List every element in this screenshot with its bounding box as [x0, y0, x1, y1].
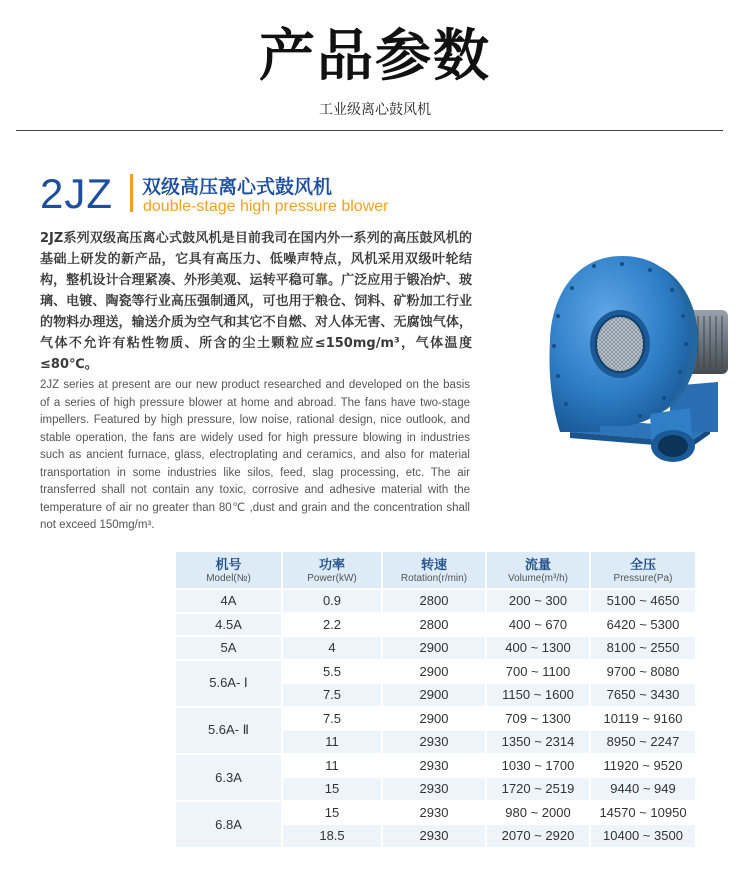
table-row — [176, 613, 696, 637]
pressure-cell: 9440 ~ 949 — [590, 777, 696, 801]
pressure-cell: 14570 ~ 10950 — [590, 801, 696, 825]
pressure-cell: 7650 ~ 3430 — [590, 683, 696, 707]
rotation-cell: 2800 — [382, 589, 486, 613]
volume-cell: 1350 ~ 2314 — [486, 730, 590, 754]
rotation-cell: 2930 — [382, 730, 486, 754]
rotation-cell: 2930 — [382, 801, 486, 825]
spec-table — [176, 552, 697, 849]
column-header-label-en: Model(№) — [206, 572, 251, 584]
pressure-cell: 6420 ~ 5300 — [590, 613, 696, 637]
column-header-power — [282, 552, 382, 589]
table-row — [176, 754, 696, 778]
column-header-label-en: Volume(m³/h) — [507, 572, 568, 584]
column-header-label-cn: 功率 — [318, 556, 345, 572]
blower-product-image — [540, 236, 740, 476]
volume-cell: 1150 ~ 1600 — [486, 683, 590, 707]
volume-cell: 2070 ~ 2920 — [486, 824, 590, 848]
model-cell: 6.8A — [176, 801, 282, 848]
volume-cell: 1030 ~ 1700 — [486, 754, 590, 778]
table-row — [176, 589, 696, 613]
column-header-rotation — [382, 552, 486, 589]
volume-cell: 709 ~ 1300 — [486, 707, 590, 731]
power-cell: 11 — [282, 754, 382, 778]
power-cell: 7.5 — [282, 683, 382, 707]
rotation-cell: 2930 — [382, 777, 486, 801]
volume-cell: 1720 ~ 2519 — [486, 777, 590, 801]
model-code: 2JZ — [40, 170, 114, 217]
power-cell: 2.2 — [282, 613, 382, 637]
model-cell: 5.6A- Ⅱ — [176, 707, 282, 754]
rotation-cell: 2930 — [382, 824, 486, 848]
rotation-cell: 2800 — [382, 613, 486, 637]
power-cell: 4 — [282, 636, 382, 660]
power-cell: 5.5 — [282, 660, 382, 684]
pressure-cell: 9700 ~ 8080 — [590, 660, 696, 684]
page-subtitle: 工业级离心鼓风机 — [319, 102, 431, 118]
rotation-cell: 2900 — [382, 660, 486, 684]
power-cell: 0.9 — [282, 589, 382, 613]
pressure-cell: 5100 ~ 4650 — [590, 589, 696, 613]
volume-cell: 400 ~ 1300 — [486, 636, 590, 660]
pressure-cell: 11920 ~ 9520 — [590, 754, 696, 778]
table-row — [176, 801, 696, 825]
pressure-cell: 8100 ~ 2550 — [590, 636, 696, 660]
model-cell: 5A — [176, 636, 282, 660]
power-cell: 15 — [282, 801, 382, 825]
column-header-label-cn: 流量 — [524, 556, 551, 572]
table-row — [176, 707, 696, 731]
column-header-label-cn: 转速 — [420, 556, 447, 572]
volume-cell: 700 ~ 1100 — [486, 660, 590, 684]
rotation-cell: 2900 — [382, 683, 486, 707]
model-cell: 5.6A- Ⅰ — [176, 660, 282, 707]
pressure-cell: 10119 ~ 9160 — [590, 707, 696, 731]
column-header-model — [176, 552, 282, 589]
column-header-label-cn: 机号 — [215, 556, 242, 572]
column-header-volume — [486, 552, 590, 589]
description-en: 2JZ series at present are our new product researched and developed on the basis of a series of high pressure blower at home and abroad. The fans have two-stage impellers. Featured by high pressure, low noise, rational design, nice outlook, and stable operation, the fans are widely used for high pressure blowing in industries such as ancient furnace, glass, electroplating and ceramics, and also for material transportation in some industries like silos, feed, slag processing, etc. The air transferred shall not contain any toxic, corrosive and adhesive material with the temperature of air no greater than 80℃ ,dust and grain and the concentration shall not exceed 150mg/m³. — [40, 379, 470, 531]
pressure-cell: 10400 ~ 3500 — [590, 824, 696, 848]
product-name-cn: 双级高压离心式鼓风机 — [142, 176, 333, 198]
volume-cell: 400 ~ 670 — [486, 613, 590, 637]
column-header-pressure — [590, 552, 696, 589]
table-row — [176, 660, 696, 684]
column-header-label-en: Power(kW) — [307, 572, 357, 584]
power-cell: 18.5 — [282, 824, 382, 848]
pressure-cell: 8950 ~ 2247 — [590, 730, 696, 754]
title-accent-bar — [130, 174, 133, 212]
page-title: 产品参数 — [259, 24, 491, 89]
column-header-label-en: Rotation(r/min) — [400, 572, 468, 584]
product-name-en: double-stage high pressure blower — [143, 198, 389, 215]
rotation-cell: 2930 — [382, 754, 486, 778]
model-cell: 4A — [176, 589, 282, 613]
column-header-label-en: Pressure(Pa) — [613, 572, 673, 584]
table-row — [176, 636, 696, 660]
model-cell: 6.3A — [176, 754, 282, 801]
spec-table-header-row — [176, 552, 696, 589]
power-cell: 11 — [282, 730, 382, 754]
power-cell: 7.5 — [282, 707, 382, 731]
power-cell: 15 — [282, 777, 382, 801]
column-header-label-cn: 全压 — [629, 556, 656, 572]
volume-cell: 200 ~ 300 — [486, 589, 590, 613]
spec-table-body — [176, 589, 696, 848]
rotation-cell: 2900 — [382, 707, 486, 731]
model-cell: 4.5A — [176, 613, 282, 637]
description-cn: 2JZ系列双级高压离心式鼓风机是目前我司在国内外一系列的高压鼓风机的基础上研发的新产品，它具有高压力、低噪声特点，风机采用双级叶轮结构，整机设计合理紧凑、外形美观、运转平稳可靠。广泛应用于锻冶炉、玻璃、电镀、陶瓷等行业高压强制通风，可也用于粮仓、饲料、矿粉加工行业的物料办理送，输送介质为空气和其它不自燃、对人体无害、无腐蚀气体，气体不允许有粘性物质、所含的尘土颗粒应≤150mg/m³，气体温度≤80℃。 — [40, 231, 472, 372]
header-divider — [16, 130, 723, 131]
rotation-cell: 2900 — [382, 636, 486, 660]
volume-cell: 980 ~ 2000 — [486, 801, 590, 825]
